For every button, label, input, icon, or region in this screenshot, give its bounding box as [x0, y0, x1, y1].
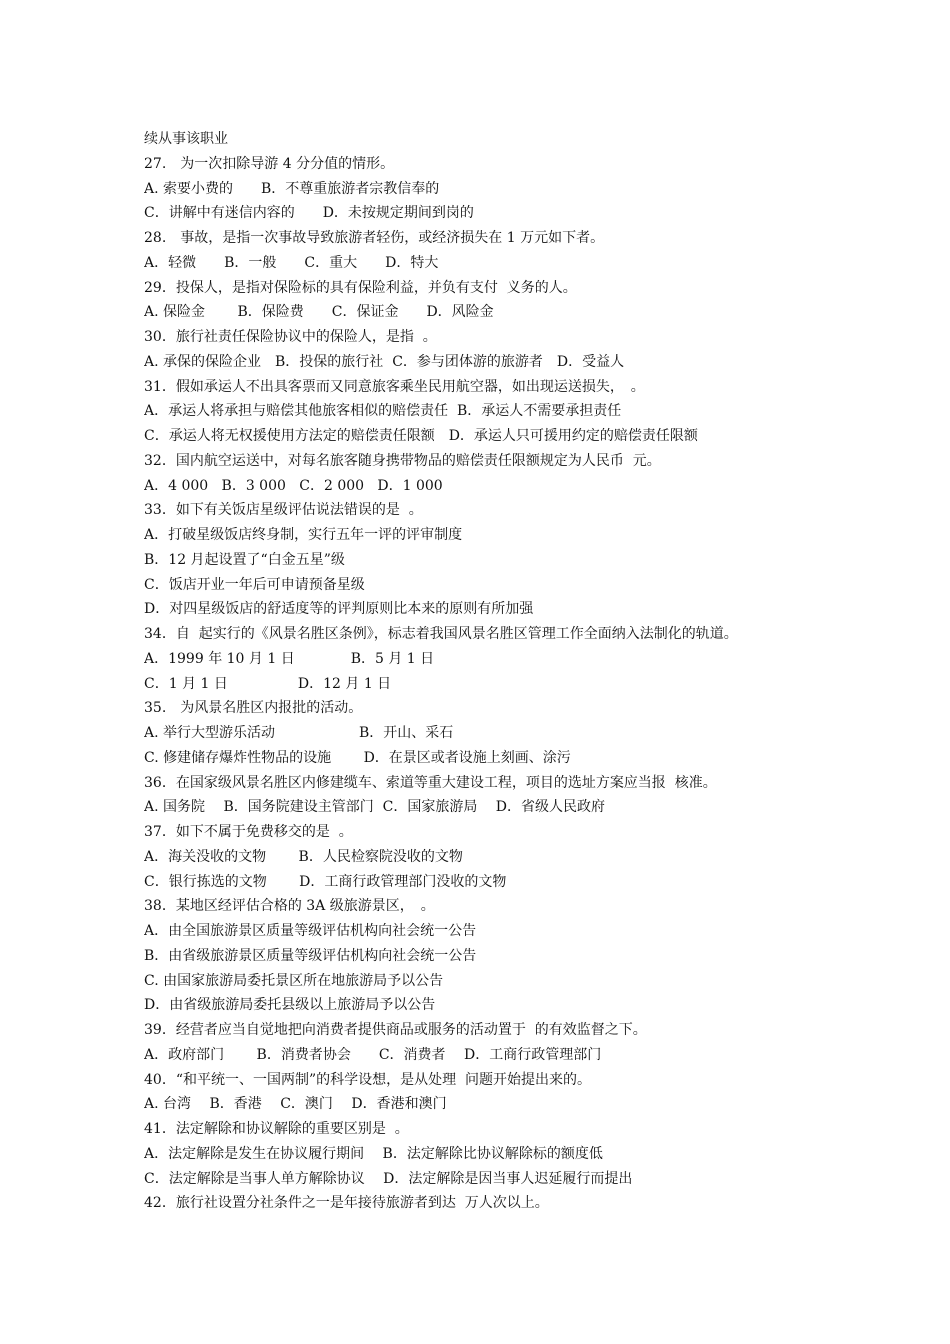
text-line: 27. 为一次扣除导游 4 分分值的情形。 [144, 155, 395, 172]
text-line: 29．投保人，是指对保险标的具有保险利益，并负有支付 义务的人。 [144, 279, 577, 296]
text-line: A．4 000 B．3 000 C．2 000 D．1 000 [144, 477, 443, 494]
text-line: 40．“和平统一、一国两制”的科学设想，是从处理 问题开始提出来的。 [144, 1071, 592, 1088]
text-line: A. 台湾 B．香港 C．澳门 D．香港和澳门 [144, 1096, 447, 1113]
text-line: 39．经营者应当自觉地把向消费者提供商品或服务的活动置于 的有效监督之下。 [144, 1022, 647, 1038]
text-line: 37．如下不属于免费移交的是 。 [144, 824, 353, 840]
text-line: A．由全国旅游景区质量等级评估机构向社会统一公告 [144, 923, 477, 939]
text-line: C．讲解中有迷信内容的 D．未按规定期间到岗的 [144, 205, 474, 222]
text-line: C. 由国家旅游局委托景区所在地旅游局予以公告 [144, 972, 444, 989]
text-line: 33．如下有关饭店星级评估说法错误的是 。 [144, 502, 423, 519]
text-line: A．政府部门 B．消费者协会 C．消费者 D．工商行政管理部门 [144, 1046, 602, 1063]
text-line: A. 保险金 B．保险费 C．保证金 D．风险金 [144, 304, 494, 321]
text-line: D．对四星级饭店的舒适度等的评判原则比本来的原则有所加强 [144, 601, 534, 618]
text-line: C．承运人将无权援使用方法定的赔偿责任限额 D．承运人只可援用约定的赔偿责任限额 [144, 428, 698, 444]
text-line: A. 国务院 B．国务院建设主管部门 C．国家旅游局 D．省级人民政府 [144, 799, 606, 816]
text-line: A. 举行大型游乐活动 B．开山、采石 [144, 725, 454, 741]
text-line: C．银行拣选的文物 D．工商行政管理部门没收的文物 [144, 873, 507, 890]
text-line: 35. 为风景名胜区内报批的活动。 [144, 700, 363, 717]
text-line: A. 索要小费的 B．不尊重旅游者宗教信奉的 [144, 180, 440, 197]
text-line: 32．国内航空运送中，对每名旅客随身携带物品的赔偿责任限额规定为人民币 元。 [144, 452, 661, 469]
text-line: 28. 事故，是指一次事故导致旅游者轻伤，或经济损失在 1 万元如下者。 [144, 230, 605, 246]
document-body [144, 127, 890, 1216]
text-line: 41．法定解除和协议解除的重要区别是 。 [144, 1121, 409, 1137]
text-line: 42．旅行社设置分社条件之一是年接待旅游者到达 万人次以上。 [144, 1195, 549, 1212]
text-line: C．饭店开业一年后可申请预备星级 [144, 576, 365, 593]
text-line: A．海关没收的文物 B．人民检察院没收的文物 [144, 848, 463, 865]
text-line: 38．某地区经评估合格的 3A 级旅游景区， 。 [144, 898, 435, 915]
text-line: 31．假如承运人不出具客票而又同意旅客乘坐民用航空器，如出现运送损失， 。 [144, 378, 645, 395]
text-line: C．1 月 1 日 D．12 月 1 日 [144, 675, 392, 692]
text-line: A．1999 年 10 月 1 日 B．5 月 1 日 [144, 650, 435, 667]
text-line: A．轻微 B．一般 C．重大 D．特大 [144, 254, 439, 271]
text-line: B．由省级旅游景区质量等级评估机构向社会统一公告 [144, 947, 477, 964]
text-line: A．打破星级饭店终身制，实行五年一评的评审制度 [144, 527, 463, 543]
text-line: C．法定解除是当事人单方解除协议 D．法定解除是因当事人迟延履行而提出 [144, 1170, 633, 1187]
text-line: A. 承保的保险企业 B．投保的旅行社 C．参与团体游的旅游者 D．受益人 [144, 353, 625, 370]
text-line: A．承运人将承担与赔偿其他旅客相似的赔偿责任 B．承运人不需要承担责任 [144, 403, 622, 420]
text-line: 36．在国家级风景名胜区内修建缆车、索道等重大建设工程，项目的选址方案应当报 核准。 [144, 774, 717, 791]
text-line: 续从事该职业 [144, 131, 228, 147]
text-line: 30．旅行社责任保险协议中的保险人，是指 。 [144, 329, 437, 345]
text-line: C. 修建储存爆炸性物品的设施 D．在景区或者设施上刻画、涂污 [144, 749, 571, 766]
text-line: A．法定解除是发生在协议履行期间 B．法定解除比协议解除标的额度低 [144, 1145, 603, 1162]
text-line: 34．自 起实行的《风景名胜区条例》，标志着我国风景名胜区管理工作全面纳入法制化的轨道。 [144, 626, 738, 642]
text-line: B．12 月起设置了“白金五星”级 [144, 551, 345, 568]
text-line: D．由省级旅游局委托县级以上旅游局予以公告 [144, 997, 436, 1014]
